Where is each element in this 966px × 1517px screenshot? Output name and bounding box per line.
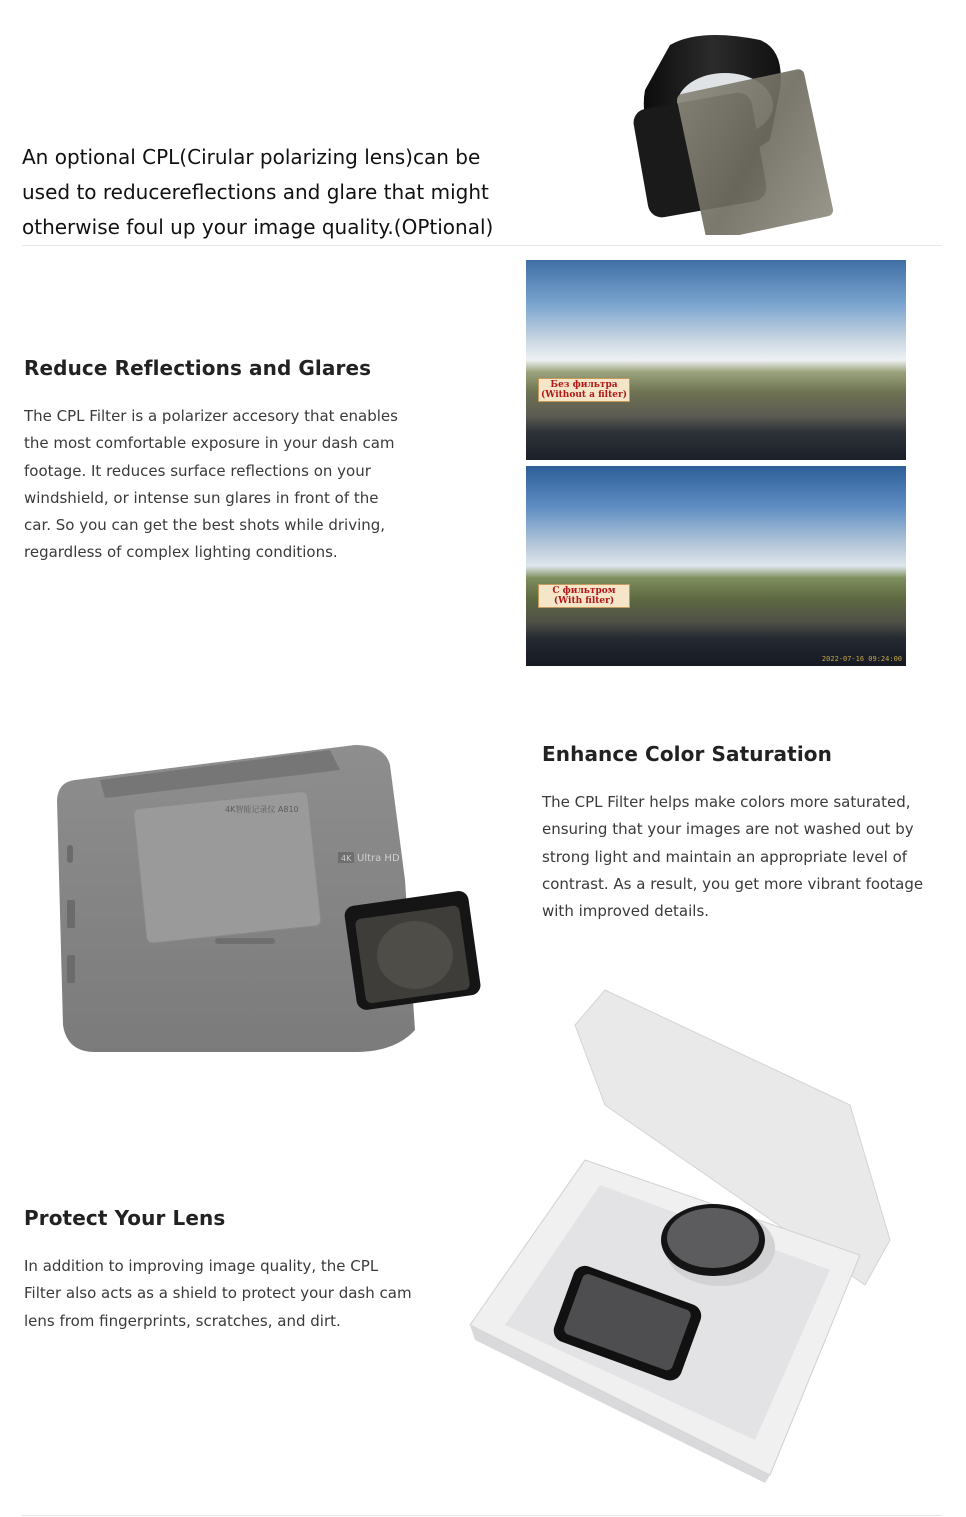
- section-title-enhance-color: Enhance Color Saturation: [542, 742, 832, 766]
- photo-without-filter: [526, 260, 906, 460]
- divider: [22, 245, 942, 246]
- label-without-filter: [538, 378, 630, 402]
- body-line: the most comfortable exposure in your dash cam: [24, 434, 395, 453]
- cpl-filter-product-image: [630, 30, 840, 235]
- body-line: lens from fingerprints, scratches, and dirt.: [24, 1311, 341, 1330]
- intro-line: An optional CPL(Cirular polarizing lens)can be: [22, 145, 481, 169]
- camera-model-text: 4K智能记录仪 A810: [225, 805, 299, 814]
- body-line: In addition to improving image quality, the CPL: [24, 1257, 379, 1275]
- timestamp: 2022-07-16 09:24:00: [821, 655, 902, 663]
- body-line: Filter also acts as a shield to protect your dash cam: [24, 1284, 412, 1303]
- storage-case-image: [465, 985, 895, 1485]
- body-line: ensuring that your images are not washed out by: [542, 820, 914, 839]
- body-line: footage. It reduces surface reflections on your: [24, 461, 371, 480]
- dash-cam-with-filter-image: [55, 740, 485, 1060]
- body-line: The CPL Filter is a polarizer accesory that enables: [24, 407, 398, 425]
- bottom-divider: [22, 1515, 942, 1516]
- label-with-filter: [538, 584, 630, 608]
- body-line: regardless of complex lighting conditions.: [24, 543, 338, 562]
- camera-badge-suffix: Ultra HD: [357, 853, 400, 864]
- section-title-protect-lens: Protect Your Lens: [24, 1206, 226, 1230]
- intro-line: used to reducereflections and glare that might: [22, 180, 489, 204]
- section-title-reduce-reflections: Reduce Reflections and Glares: [24, 356, 372, 380]
- intro-line: otherwise foul up your image quality.(OPtional): [22, 215, 494, 239]
- section-body-enhance-color: [542, 789, 942, 925]
- label-line: С фильтром: [552, 586, 616, 596]
- photo-with-filter: [526, 466, 906, 666]
- intro-text: [22, 140, 542, 245]
- body-line: windshield, or intense sun glares in front of the: [24, 488, 379, 507]
- camera-badge: 4K: [341, 854, 352, 863]
- section-body-protect-lens: [24, 1253, 444, 1335]
- body-line: with improved details.: [542, 902, 710, 921]
- body-line: The CPL Filter helps make colors more saturated,: [542, 793, 911, 811]
- body-line: contrast. As a result, you get more vibrant footage: [542, 874, 924, 893]
- section-body-reduce-reflections: [24, 403, 444, 567]
- label-line: (Without a filter): [541, 390, 627, 400]
- body-line: car. So you can get the best shots while driving,: [24, 516, 386, 535]
- label-line: Без фильтра: [550, 380, 618, 390]
- label-line: (With filter): [553, 596, 615, 606]
- body-line: strong light and maintain an appropriate level of: [542, 847, 908, 866]
